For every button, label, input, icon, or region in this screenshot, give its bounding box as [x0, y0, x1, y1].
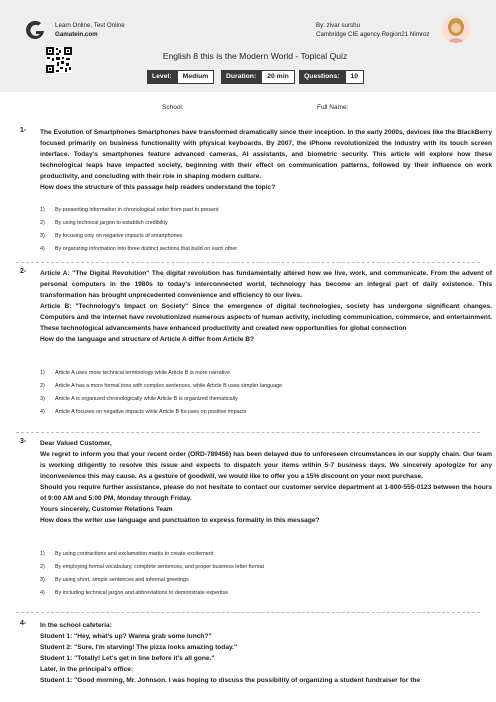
option-text: By using contractions and exclamation marks to create excitement — [55, 551, 214, 557]
questions-chip — [299, 70, 364, 84]
option-text: By using technical jargon to establish credibility — [55, 220, 168, 226]
questions-value: 10 — [345, 70, 365, 84]
author-info — [316, 21, 430, 39]
question-paragraph: Should you require further assistance, please do not hesitate to contact our customer service department at 1-800-555-0123 between the hours of 9:00 AM and 5:00 PM, Monday through Friday. — [40, 484, 492, 502]
answer-option[interactable] — [40, 561, 480, 574]
option-text: Article A has a more formal tone with complex sentences, while Article B uses simpler language — [55, 383, 283, 389]
answer-option[interactable] — [40, 574, 480, 587]
dialogue-line: Student 1: "Hey, what's up? Wanna grab some lunch?" — [40, 633, 212, 640]
answer-option[interactable] — [40, 230, 480, 243]
avatar — [442, 15, 470, 43]
question-paragraph: Article B: "Technology's Impact on Society" Since the emergence of digital technologies, society has undergone significant changes. Computers and the internet have revolutionized numerous aspects of human activity, including communication, commerce, and entertainment. These technological advancements have enhanced productivity and created new opportunities for global connection — [40, 303, 492, 332]
dialogue-line: Student 1: "Good morning, Mr. Johnson. I was hoping to discuss the possibility of organizing a student fundraiser for the — [40, 677, 421, 684]
option-text: By presenting information in chronological order from past to present — [55, 207, 219, 213]
answer-option[interactable] — [40, 380, 480, 393]
option-text: By using short, simple sentences and informal greetings — [55, 577, 189, 583]
option-label: 3) — [40, 233, 45, 239]
questions-label: Questions: — [299, 70, 345, 84]
option-label: 4) — [40, 246, 45, 252]
option-text: Article A is organized chronologically while Article B is organized thematically — [55, 396, 238, 402]
letter-signoff: Yours sincerely, Customer Relations Team — [40, 506, 173, 513]
option-label: 2) — [40, 564, 45, 570]
question-text — [40, 438, 492, 526]
option-label: 3) — [40, 396, 45, 402]
answer-option[interactable] — [40, 548, 480, 561]
level-chip — [147, 70, 214, 84]
option-label: 1) — [40, 370, 45, 376]
question-paragraph: We regret to inform you that your recent order (ORD-789456) has been delayed due to unforeseen circumstances in our supply chain. Our team is working diligently to resolve this issue and expects to dispatch your items within 5-7 business days. We sincerely apologize for any inconvenience this may cause. As a gesture of goodwill, we would like to offer you a 15% discount on your next purchase. — [40, 451, 492, 480]
question-number: 4- — [20, 620, 27, 627]
author-org: Cambridge CIE agency Region21 Nimroz — [316, 31, 430, 38]
option-text: By focusing only on negative impacts of smartphones — [55, 233, 183, 239]
dialogue-line: Student 2: "Sure, I'm starving! The pizza looks amazing today." — [40, 644, 238, 651]
qr-code-icon — [46, 47, 72, 73]
question-paragraph: The Evolution of Smartphones Smartphones have transformed dramatically since their inception. In the early 2000s, devices like the BlackBerry focused primarily on business functionality with physical keyboards. By 2007, the iPhone revolutionized the industry with its touch screen interface. Today's smartphones feature advanced cameras, AI assistants, and biometric security. This article will explore how these technological leaps have impacted society, beginning with their effect on communication patterns, followed by their influence on work productivity, and concluding with their role in shaping modern culture. — [40, 129, 492, 180]
scene-heading: In the school cafeteria: — [40, 622, 112, 629]
author-name: By: zivar surshu — [316, 22, 361, 29]
quiz-title: English 8 this is the Modern World - Topical Quiz — [162, 51, 348, 61]
question-text — [40, 127, 492, 193]
option-label: 4) — [40, 590, 45, 596]
option-label: 4) — [40, 409, 45, 415]
answer-options — [40, 204, 480, 256]
gamatein-logo-icon — [22, 19, 48, 41]
answer-option[interactable] — [40, 406, 480, 419]
answer-option[interactable] — [40, 367, 480, 380]
duration-label: Duration: — [221, 70, 261, 84]
avatar-image-icon — [442, 15, 470, 43]
level-label: Level: — [147, 70, 177, 84]
option-text: By organizing information into three distinct sections that build on each other — [55, 246, 238, 252]
answer-option[interactable] — [40, 243, 480, 256]
option-text: By including technical jargon and abbreviations to demonstrate expertise — [55, 590, 229, 596]
header-bar — [0, 0, 496, 92]
option-text: Article A uses more technical terminology while Article B is more narrative — [55, 370, 230, 376]
question-number: 2- — [20, 268, 27, 275]
question-prompt: How does the structure of this passage help readers understand the topic? — [40, 184, 276, 191]
site-link[interactable]: Gamatein.com — [55, 31, 98, 38]
dialogue-line: Student 1: "Totally! Let's get in line before it's all gone." — [40, 655, 215, 662]
duration-chip — [221, 70, 295, 84]
option-text: Article A focuses on negative impacts while Article B focuses on positive impacts — [55, 409, 247, 415]
question-prompt: How do the language and structure of Article A differ from Article B? — [40, 336, 255, 343]
question-paragraph: Article A: "The Digital Revolution" The digital revolution has fundamentally altered how we live, work, and communicate. From the advent of personal computers in the 1980s to today's interconnected world, technology has become an integral part of daily existence. This transformation has brought unprecedented convenience and efficiency to our lives. — [40, 270, 492, 299]
question-prompt: How does the writer use language and punctuation to express formality in this message? — [40, 517, 320, 524]
level-value: Medium — [177, 70, 215, 84]
question-text — [40, 620, 492, 686]
question-number: 1- — [20, 127, 27, 134]
scene-heading: Later, in the principal's office: — [40, 666, 134, 673]
question-divider — [16, 432, 480, 433]
answer-option[interactable] — [40, 217, 480, 230]
site-text — [55, 21, 125, 39]
letter-greeting: Dear Valued Customer, — [40, 440, 112, 447]
question-text — [40, 268, 492, 345]
question-divider — [16, 262, 480, 263]
question-number: 3- — [20, 438, 27, 445]
answer-options — [40, 548, 480, 600]
answer-options — [40, 367, 480, 419]
full-name-label: Full Name: — [317, 104, 349, 111]
question-divider — [16, 612, 480, 613]
option-label: 1) — [40, 551, 45, 557]
duration-value: 20 min — [261, 70, 295, 84]
answer-option[interactable] — [40, 587, 480, 600]
site-tagline: Learn Online, Test Online — [55, 22, 125, 29]
school-label: School: — [162, 104, 184, 111]
option-label: 2) — [40, 220, 45, 226]
option-label: 3) — [40, 577, 45, 583]
option-text: By employing formal vocabulary, complete sentences, and proper business letter format — [55, 564, 265, 570]
answer-option[interactable] — [40, 393, 480, 406]
option-label: 1) — [40, 207, 45, 213]
option-label: 2) — [40, 383, 45, 389]
answer-option[interactable] — [40, 204, 480, 217]
